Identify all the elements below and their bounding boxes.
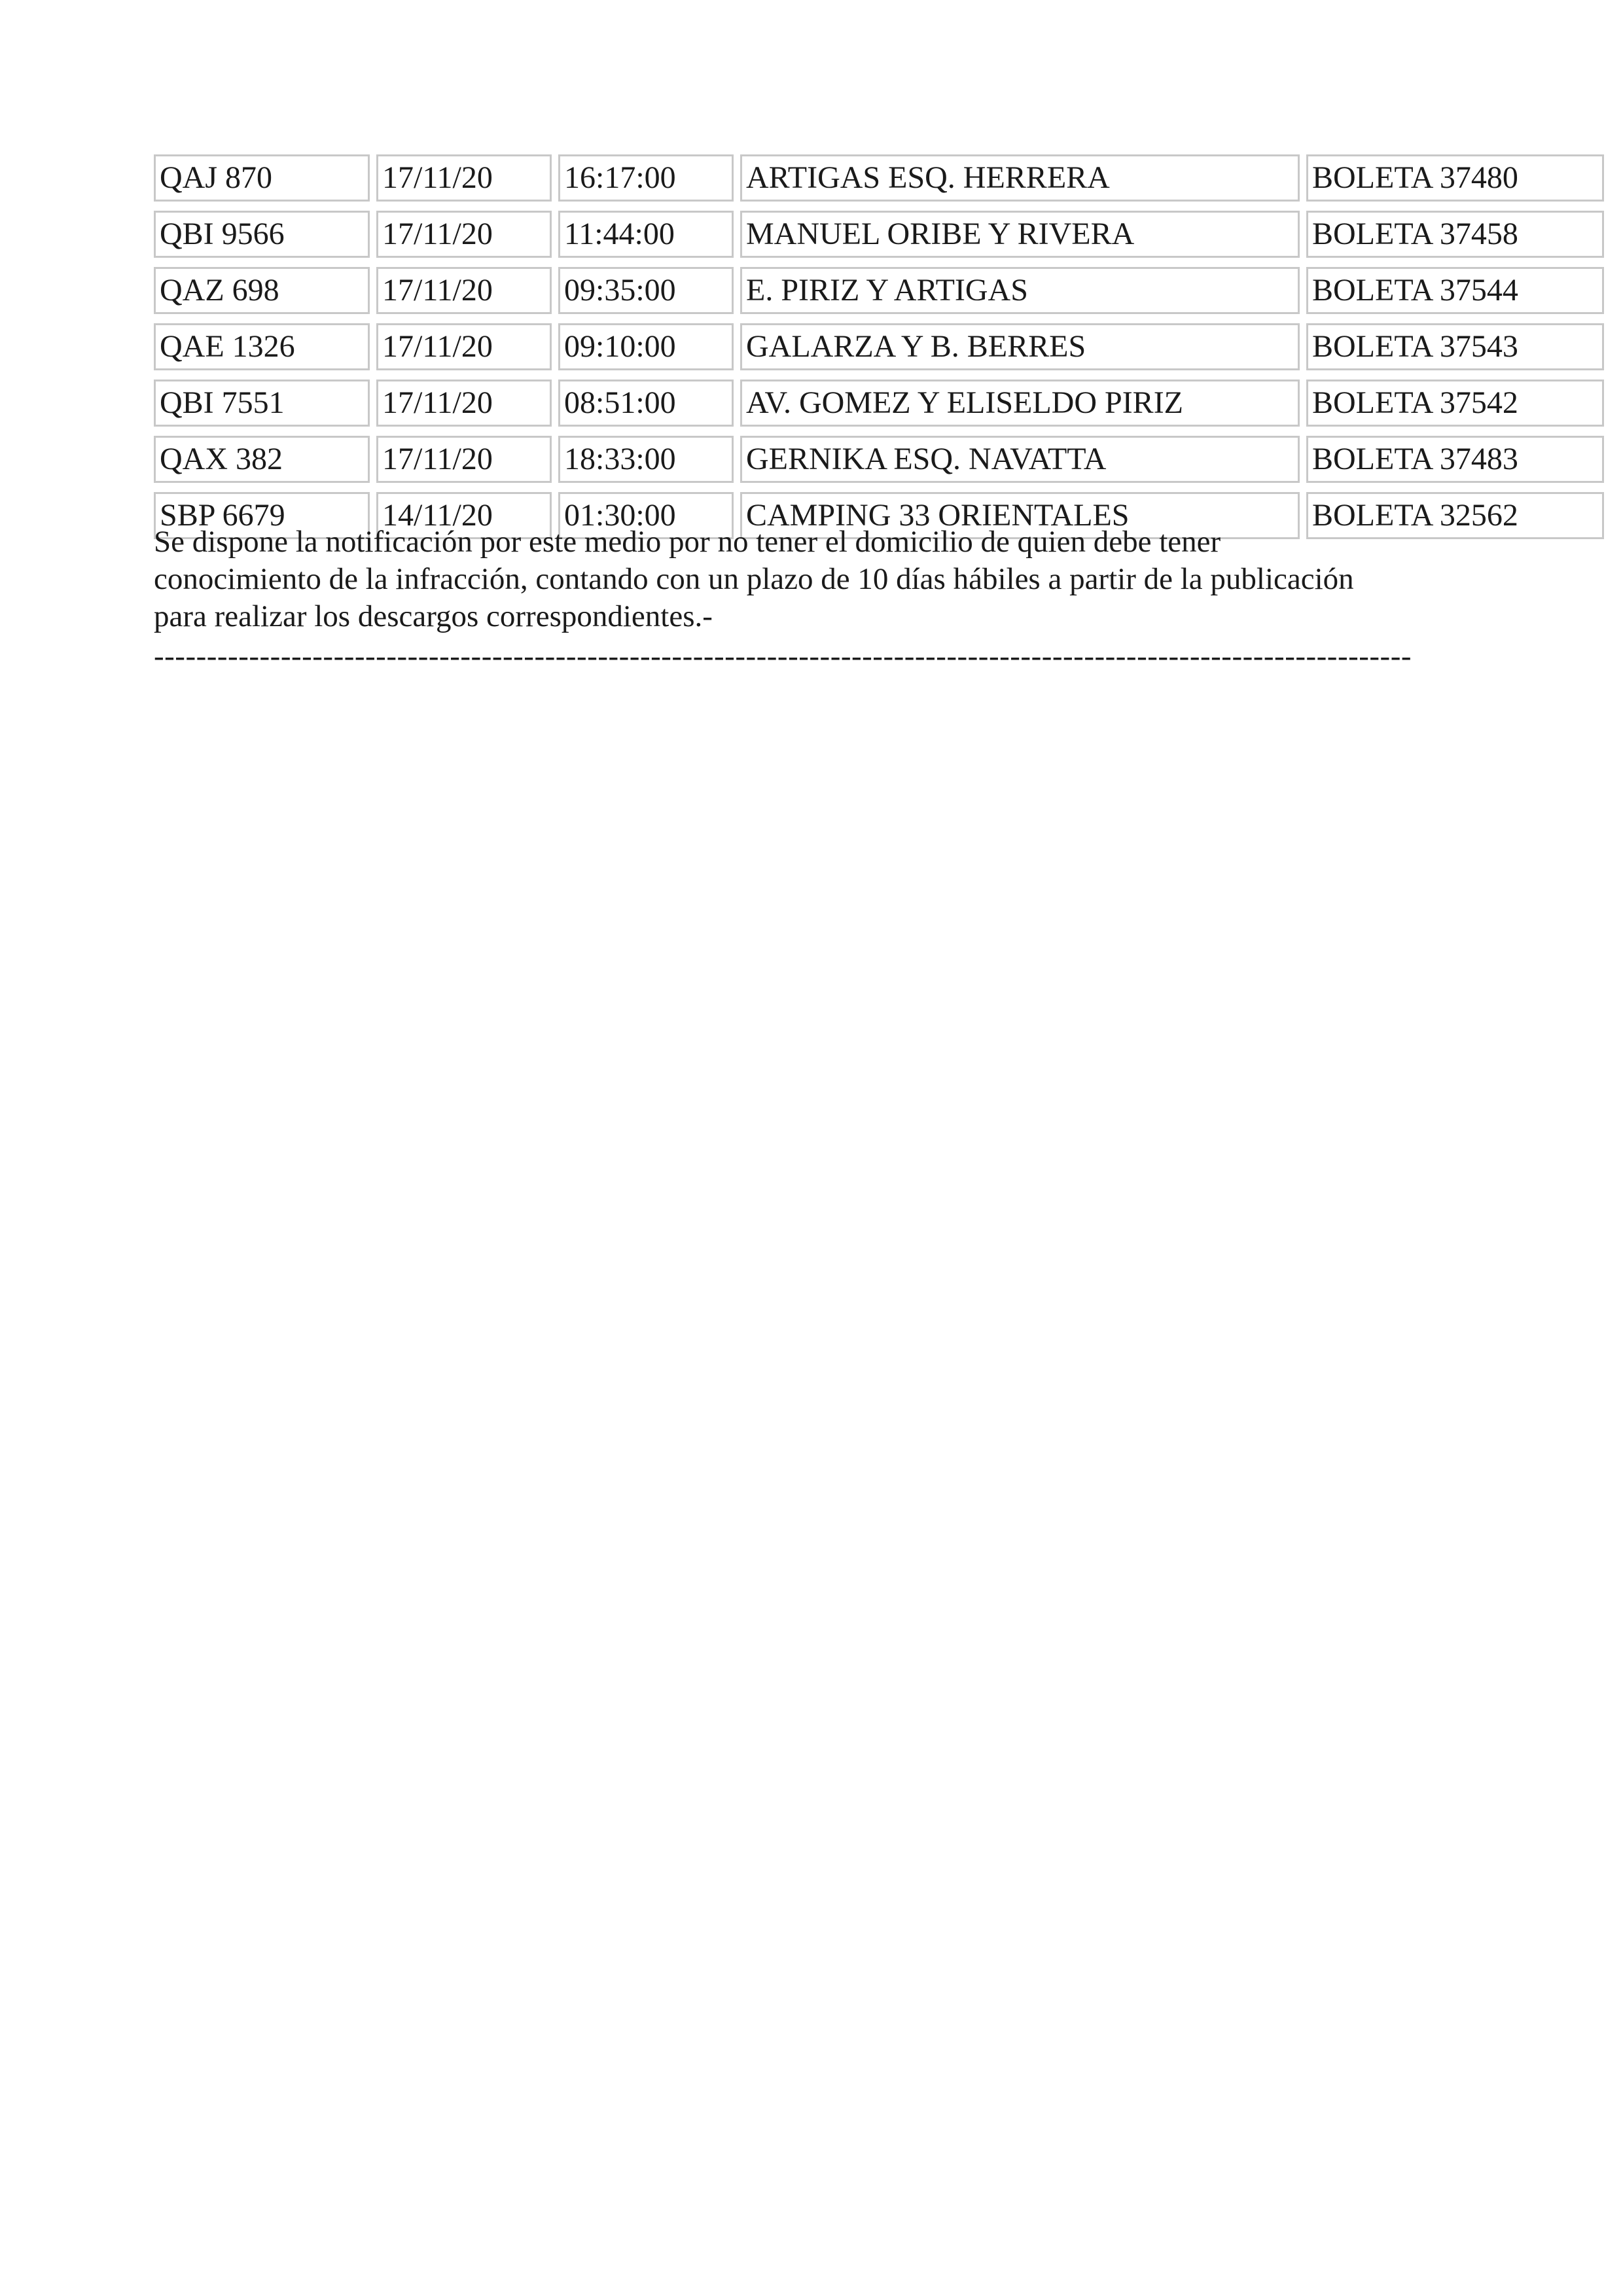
notice-line-3: para realizar los descargos correspondientes.-	[154, 599, 713, 633]
plate-cell: QBI 9566	[154, 211, 370, 258]
time-cell: 09:10:00	[558, 323, 734, 370]
ticket-cell: BOLETA 37544	[1306, 267, 1604, 314]
location-cell: AV. GOMEZ Y ELISELDO PIRIZ	[740, 380, 1300, 427]
date-cell: 17/11/20	[376, 436, 552, 483]
row-spacer	[154, 314, 1604, 323]
location-cell: ARTIGAS ESQ. HERRERA	[740, 154, 1300, 202]
ticket-cell: BOLETA 37483	[1306, 436, 1604, 483]
table-row	[154, 323, 1604, 370]
plate-cell: QBI 7551	[154, 380, 370, 427]
date-cell: 17/11/20	[376, 267, 552, 314]
time-cell: 09:35:00	[558, 267, 734, 314]
location-cell: GERNIKA ESQ. NAVATTA	[740, 436, 1300, 483]
infractions-table	[147, 154, 1611, 539]
plate-cell: SBP 6679	[154, 492, 370, 539]
location-cell: E. PIRIZ Y ARTIGAS	[740, 267, 1300, 314]
time-cell: 08:51:00	[558, 380, 734, 427]
time-cell: 01:30:00	[558, 492, 734, 539]
row-spacer	[154, 370, 1604, 380]
date-cell: 17/11/20	[376, 154, 552, 202]
location-cell: GALARZA Y B. BERRES	[740, 323, 1300, 370]
ticket-cell: BOLETA 37542	[1306, 380, 1604, 427]
plate-cell: QAE 1326	[154, 323, 370, 370]
ticket-cell: BOLETA 37480	[1306, 154, 1604, 202]
time-cell: 16:17:00	[558, 154, 734, 202]
table-row	[154, 154, 1604, 202]
table-row	[154, 211, 1604, 258]
row-spacer	[154, 202, 1604, 211]
notice-line-1: Se dispone la notificación por este medio por no tener el domicilio de quien debe tener	[154, 525, 1221, 559]
notice-paragraph	[154, 523, 1453, 635]
ticket-cell: BOLETA 32562	[1306, 492, 1604, 539]
date-cell: 17/11/20	[376, 380, 552, 427]
date-cell: 17/11/20	[376, 323, 552, 370]
location-cell: MANUEL ORIBE Y RIVERA	[740, 211, 1300, 258]
table-row	[154, 267, 1604, 314]
row-spacer	[154, 258, 1604, 267]
time-cell: 11:44:00	[558, 211, 734, 258]
row-spacer	[154, 427, 1604, 436]
location-cell: CAMPING 33 ORIENTALES	[740, 492, 1300, 539]
table-row	[154, 380, 1604, 427]
notice-line-2: conocimiento de la infracción, contando con un plazo de 10 días hábiles a partir de la publicación	[154, 562, 1354, 596]
row-spacer	[154, 483, 1604, 492]
ticket-cell: BOLETA 37543	[1306, 323, 1604, 370]
date-cell: 17/11/20	[376, 211, 552, 258]
table-row	[154, 436, 1604, 483]
time-cell: 18:33:00	[558, 436, 734, 483]
plate-cell: QAZ 698	[154, 267, 370, 314]
ticket-cell: BOLETA 37458	[1306, 211, 1604, 258]
plate-cell: QAJ 870	[154, 154, 370, 202]
dashed-divider: -----------------------------------------------------------------------------------------------------------------------	[154, 639, 1412, 673]
date-cell: 14/11/20	[376, 492, 552, 539]
plate-cell: QAX 382	[154, 436, 370, 483]
